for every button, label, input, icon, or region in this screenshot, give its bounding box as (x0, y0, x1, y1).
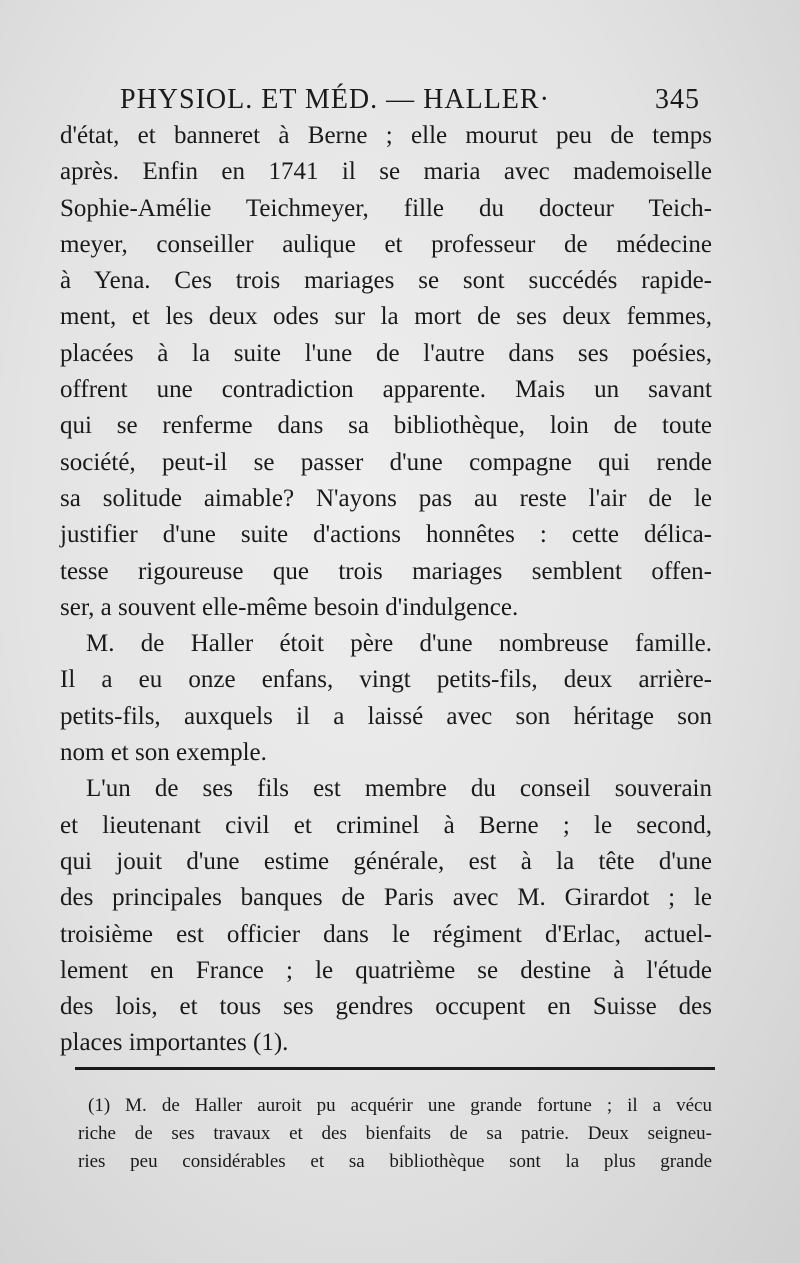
text-line: ser, a souvent elle-même besoin d'indulgence. (60, 593, 519, 621)
text-line: justifier d'une suite d'actions honnêtes : cette délica- (60, 521, 712, 549)
paragraph-2 (60, 626, 712, 771)
text-line: lement en France ; le quatrième se destine à l'étude (60, 956, 712, 984)
footnote-line: (1) M. de Haller auroit pu acquérir une grande fortune ; il a vécu (88, 1095, 712, 1116)
text-line: Il a eu onze enfans, vingt petits-fils, deux arrière- (60, 666, 712, 694)
main-text (60, 118, 712, 1062)
page-number: 345 (655, 84, 700, 115)
text-line: M. de Haller étoit père d'une nombreuse famille. (86, 630, 712, 658)
text-line: petits-fils, auxquels il a laissé avec son héritage son (60, 702, 712, 730)
text-line: Sophie-Amélie Teichmeyer, fille du docteur Teich- (60, 194, 712, 222)
text-line: meyer, conseiller aulique et professeur de médecine (60, 230, 712, 258)
text-line: sa solitude aimable? N'ayons pas au reste l'air de le (60, 484, 712, 512)
text-line: L'un de ses fils est membre du conseil souverain (86, 775, 712, 803)
text-line: et lieutenant civil et criminel à Berne ; le second, (60, 811, 712, 839)
text-line: tesse rigoureuse que trois mariages semblent offen- (60, 557, 712, 585)
text-line: des lois, et tous ses gendres occupent en Suisse des (60, 993, 712, 1021)
text-line: qui se renferme dans sa bibliothèque, loin de toute (60, 412, 712, 440)
text-line: places importantes (1). (60, 1029, 289, 1057)
text-line: à Yena. Ces trois mariages se sont succédés rapide- (60, 267, 712, 295)
text-line: nom et son exemple. (60, 739, 267, 767)
paragraph-3 (60, 771, 712, 1061)
text-line: troisième est officier dans le régiment d'Erlac, actuel- (60, 920, 712, 948)
text-line: offrent une contradiction apparente. Mais un savant (60, 376, 712, 404)
text-line: société, peut-il se passer d'une compagne qui rende (60, 448, 712, 476)
text-line: après. Enfin en 1741 il se maria avec mademoiselle (60, 158, 712, 186)
footnote-rule (75, 1067, 715, 1070)
text-line: placées à la suite l'une de l'autre dans ses poésies, (60, 339, 712, 367)
paragraph-1 (60, 118, 712, 626)
text-line: des principales banques de Paris avec M. Girardot ; le (60, 884, 712, 912)
running-title: PHYSIOL. ET MÉD. — HALLER· (120, 84, 550, 115)
footnote-line: ries peu considérables et sa bibliothèque sont la plus grande (78, 1151, 712, 1172)
text-line: ment, et les deux odes sur la mort de ses deux femmes, (60, 303, 712, 331)
footnote-line: riche de ses travaux et des bienfaits de sa patrie. Deux seigneu- (78, 1123, 712, 1144)
text-line: qui jouit d'une estime générale, est à la tête d'une (60, 847, 712, 875)
text-line: d'état, et banneret à Berne ; elle mourut peu de temps (60, 122, 712, 149)
footnote (78, 1092, 712, 1176)
